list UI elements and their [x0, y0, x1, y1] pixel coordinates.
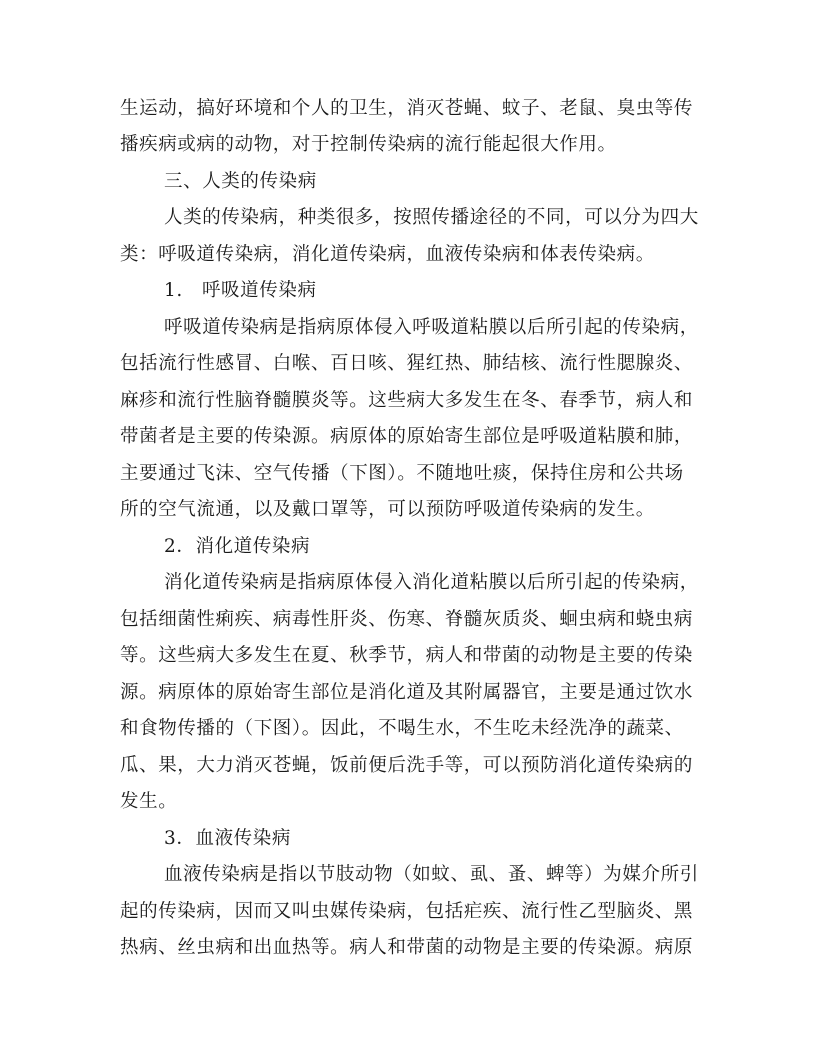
subsection-heading: 3．血液传染病	[164, 828, 291, 849]
text-line: 热病、丝虫病和出血热等。病人和带菌的动物是主要的传染源。病原	[120, 937, 694, 958]
paragraph-first-line: 消化道传染病是指病原体侵入消化道粘膜以后所引起的传染病，	[164, 572, 699, 593]
paragraph-first-line: 人类的传染病，种类很多，按照传播途径的不同，可以分为四大	[164, 207, 699, 228]
text-line: 麻疹和流行性脑脊髓膜炎等。这些病大多发生在冬、春季节，病人和	[120, 390, 694, 411]
text-line: 等。这些病大多发生在夏、秋季节，病人和带菌的动物是主要的传染	[120, 645, 694, 666]
text-line: 发生。	[120, 791, 178, 812]
subsection-heading: 2．消化道传染病	[164, 536, 311, 557]
paragraph-first-line: 血液传染病是指以节肢动物（如蚊、虱、蚤、蜱等）为媒介所引	[164, 864, 699, 885]
text-line: 播疾病或病的动物，对于控制传染病的流行能起很大作用。	[120, 134, 617, 155]
text-line: 包括细菌性痢疾、病毒性肝炎、伤寒、脊髓灰质炎、蛔虫病和蛲虫病	[120, 609, 694, 630]
text-line: 类：呼吸道传染病，消化道传染病，血液传染病和体表传染病。	[120, 244, 655, 265]
subsection-heading: 1. 呼吸道传染病	[164, 280, 317, 301]
text-line: 带菌者是主要的传染源。病原体的原始寄生部位是呼吸道粘膜和肺，	[120, 426, 694, 447]
section-heading: 三、人类的传染病	[164, 171, 317, 192]
text-line: 生运动，搞好环境和个人的卫生，消灭苍蝇、蚊子、老鼠、臭虫等传	[120, 98, 694, 119]
text-line: 包括流行性感冒、白喉、百日咳、猩红热、肺结核、流行性腮腺炎、	[120, 353, 694, 374]
text-line: 源。病原体的原始寄生部位是消化道及其附属器官，主要是通过饮水	[120, 682, 694, 703]
text-line: 所的空气流通，以及戴口罩等，可以预防呼吸道传染病的发生。	[120, 499, 655, 520]
text-line: 瓜、果，大力消灭苍蝇，饭前便后洗手等，可以预防消化道传染病的	[120, 755, 694, 776]
text-line: 主要通过飞沫、空气传播（下图）。不随地吐痰，保持住房和公共场	[120, 463, 684, 484]
paragraph-first-line: 呼吸道传染病是指病原体侵入呼吸道粘膜以后所引起的传染病，	[164, 317, 699, 338]
text-line: 和食物传播的（下图）。因此，不喝生水，不生吃未经洗净的蔬菜、	[120, 718, 684, 739]
text-line: 起的传染病，因而又叫虫媒传染病，包括疟疾、流行性乙型脑炎、黑	[120, 901, 694, 922]
